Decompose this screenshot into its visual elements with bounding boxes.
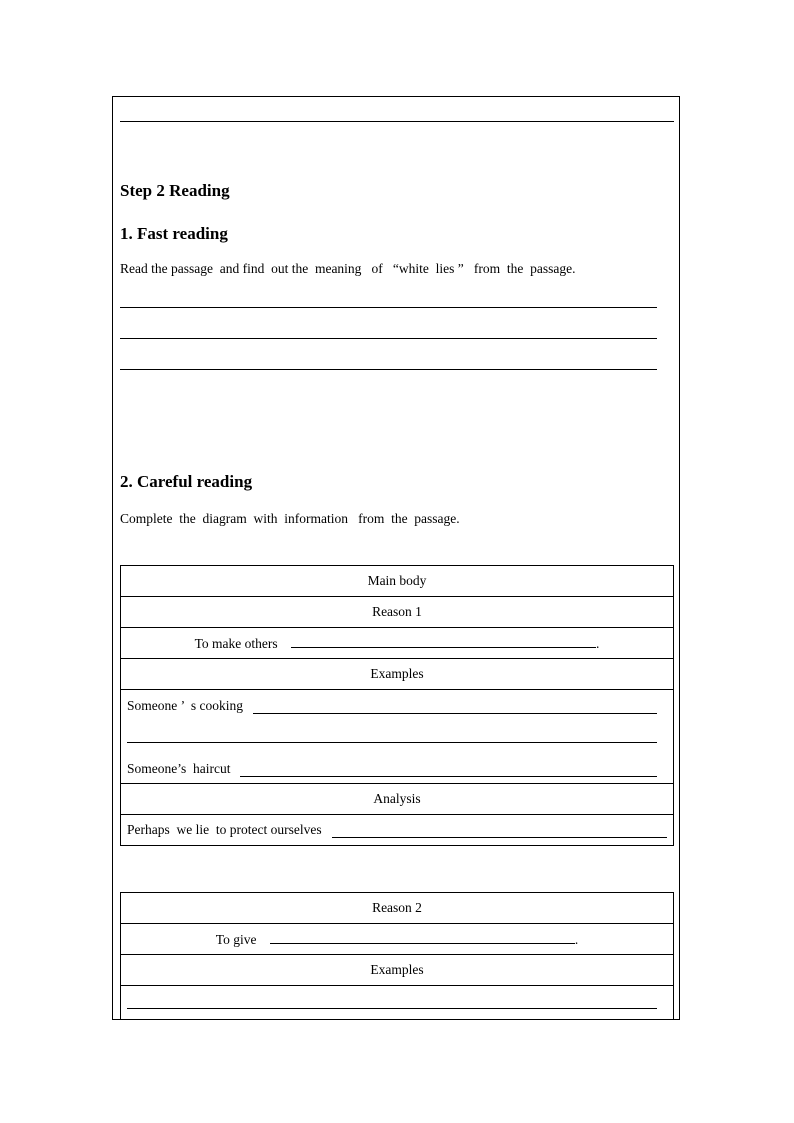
examples-1-content-cell	[121, 690, 674, 784]
analysis-prompt-label: Perhaps we lie to protect ourselves	[127, 822, 322, 837]
diagram-table-reason-2	[120, 892, 674, 1020]
reason-2-period: .	[574, 931, 579, 947]
diagram-table-reason-1	[120, 565, 674, 846]
top-divider	[120, 121, 674, 122]
reason-2-answer-line[interactable]	[270, 931, 575, 944]
answer-line-2[interactable]	[120, 338, 657, 339]
fast-reading-instruction: Read the passage and find out the meaning of “white lies ” from the passage.	[120, 261, 576, 276]
reason-1-cell: Reason 1	[121, 597, 674, 628]
answer-line-1[interactable]	[120, 307, 657, 308]
examples-2-cell: Examples	[121, 955, 674, 986]
fast-reading-heading: 1. Fast reading	[120, 224, 228, 243]
example-cooking-answer-line[interactable]	[253, 701, 657, 714]
careful-reading-heading: 2. Careful reading	[120, 472, 253, 491]
reason-2-cell: Reason 2	[121, 893, 674, 924]
examples-2-content-cell	[121, 986, 674, 1021]
reason-2-prompt-cell	[121, 924, 674, 955]
main-body-cell: Main body	[121, 566, 674, 597]
example-continuation-answer-line[interactable]	[127, 730, 657, 743]
analysis-prompt-cell	[121, 815, 674, 846]
careful-reading-instruction: Complete the diagram with information from the passage.	[120, 511, 460, 526]
step-heading: Step 2 Reading	[120, 181, 230, 200]
answer-line-3[interactable]	[120, 369, 657, 370]
examples-1-cell: Examples	[121, 659, 674, 690]
example-haircut-row	[127, 761, 657, 777]
reason-1-period: .	[596, 635, 600, 651]
reason-1-prompt-cell	[121, 628, 674, 659]
reason-2-prompt-label: To give	[215, 931, 257, 947]
example-continuation-row	[127, 730, 657, 743]
example-haircut-label: Someone’s haircut	[127, 761, 231, 776]
analysis-prompt-row	[127, 822, 667, 838]
example-haircut-answer-line[interactable]	[240, 764, 657, 777]
reason-1-prompt-label: To make others	[194, 635, 278, 651]
analysis-cell: Analysis	[121, 784, 674, 815]
example-cooking-row	[127, 698, 657, 714]
analysis-answer-line[interactable]	[332, 825, 667, 838]
reason-1-answer-line[interactable]	[291, 635, 596, 648]
worksheet-frame	[112, 96, 680, 1020]
example-cooking-label: Someone ’ s cooking	[127, 698, 243, 713]
examples-2-row	[127, 996, 667, 1009]
examples-2-answer-line[interactable]	[127, 996, 657, 1009]
